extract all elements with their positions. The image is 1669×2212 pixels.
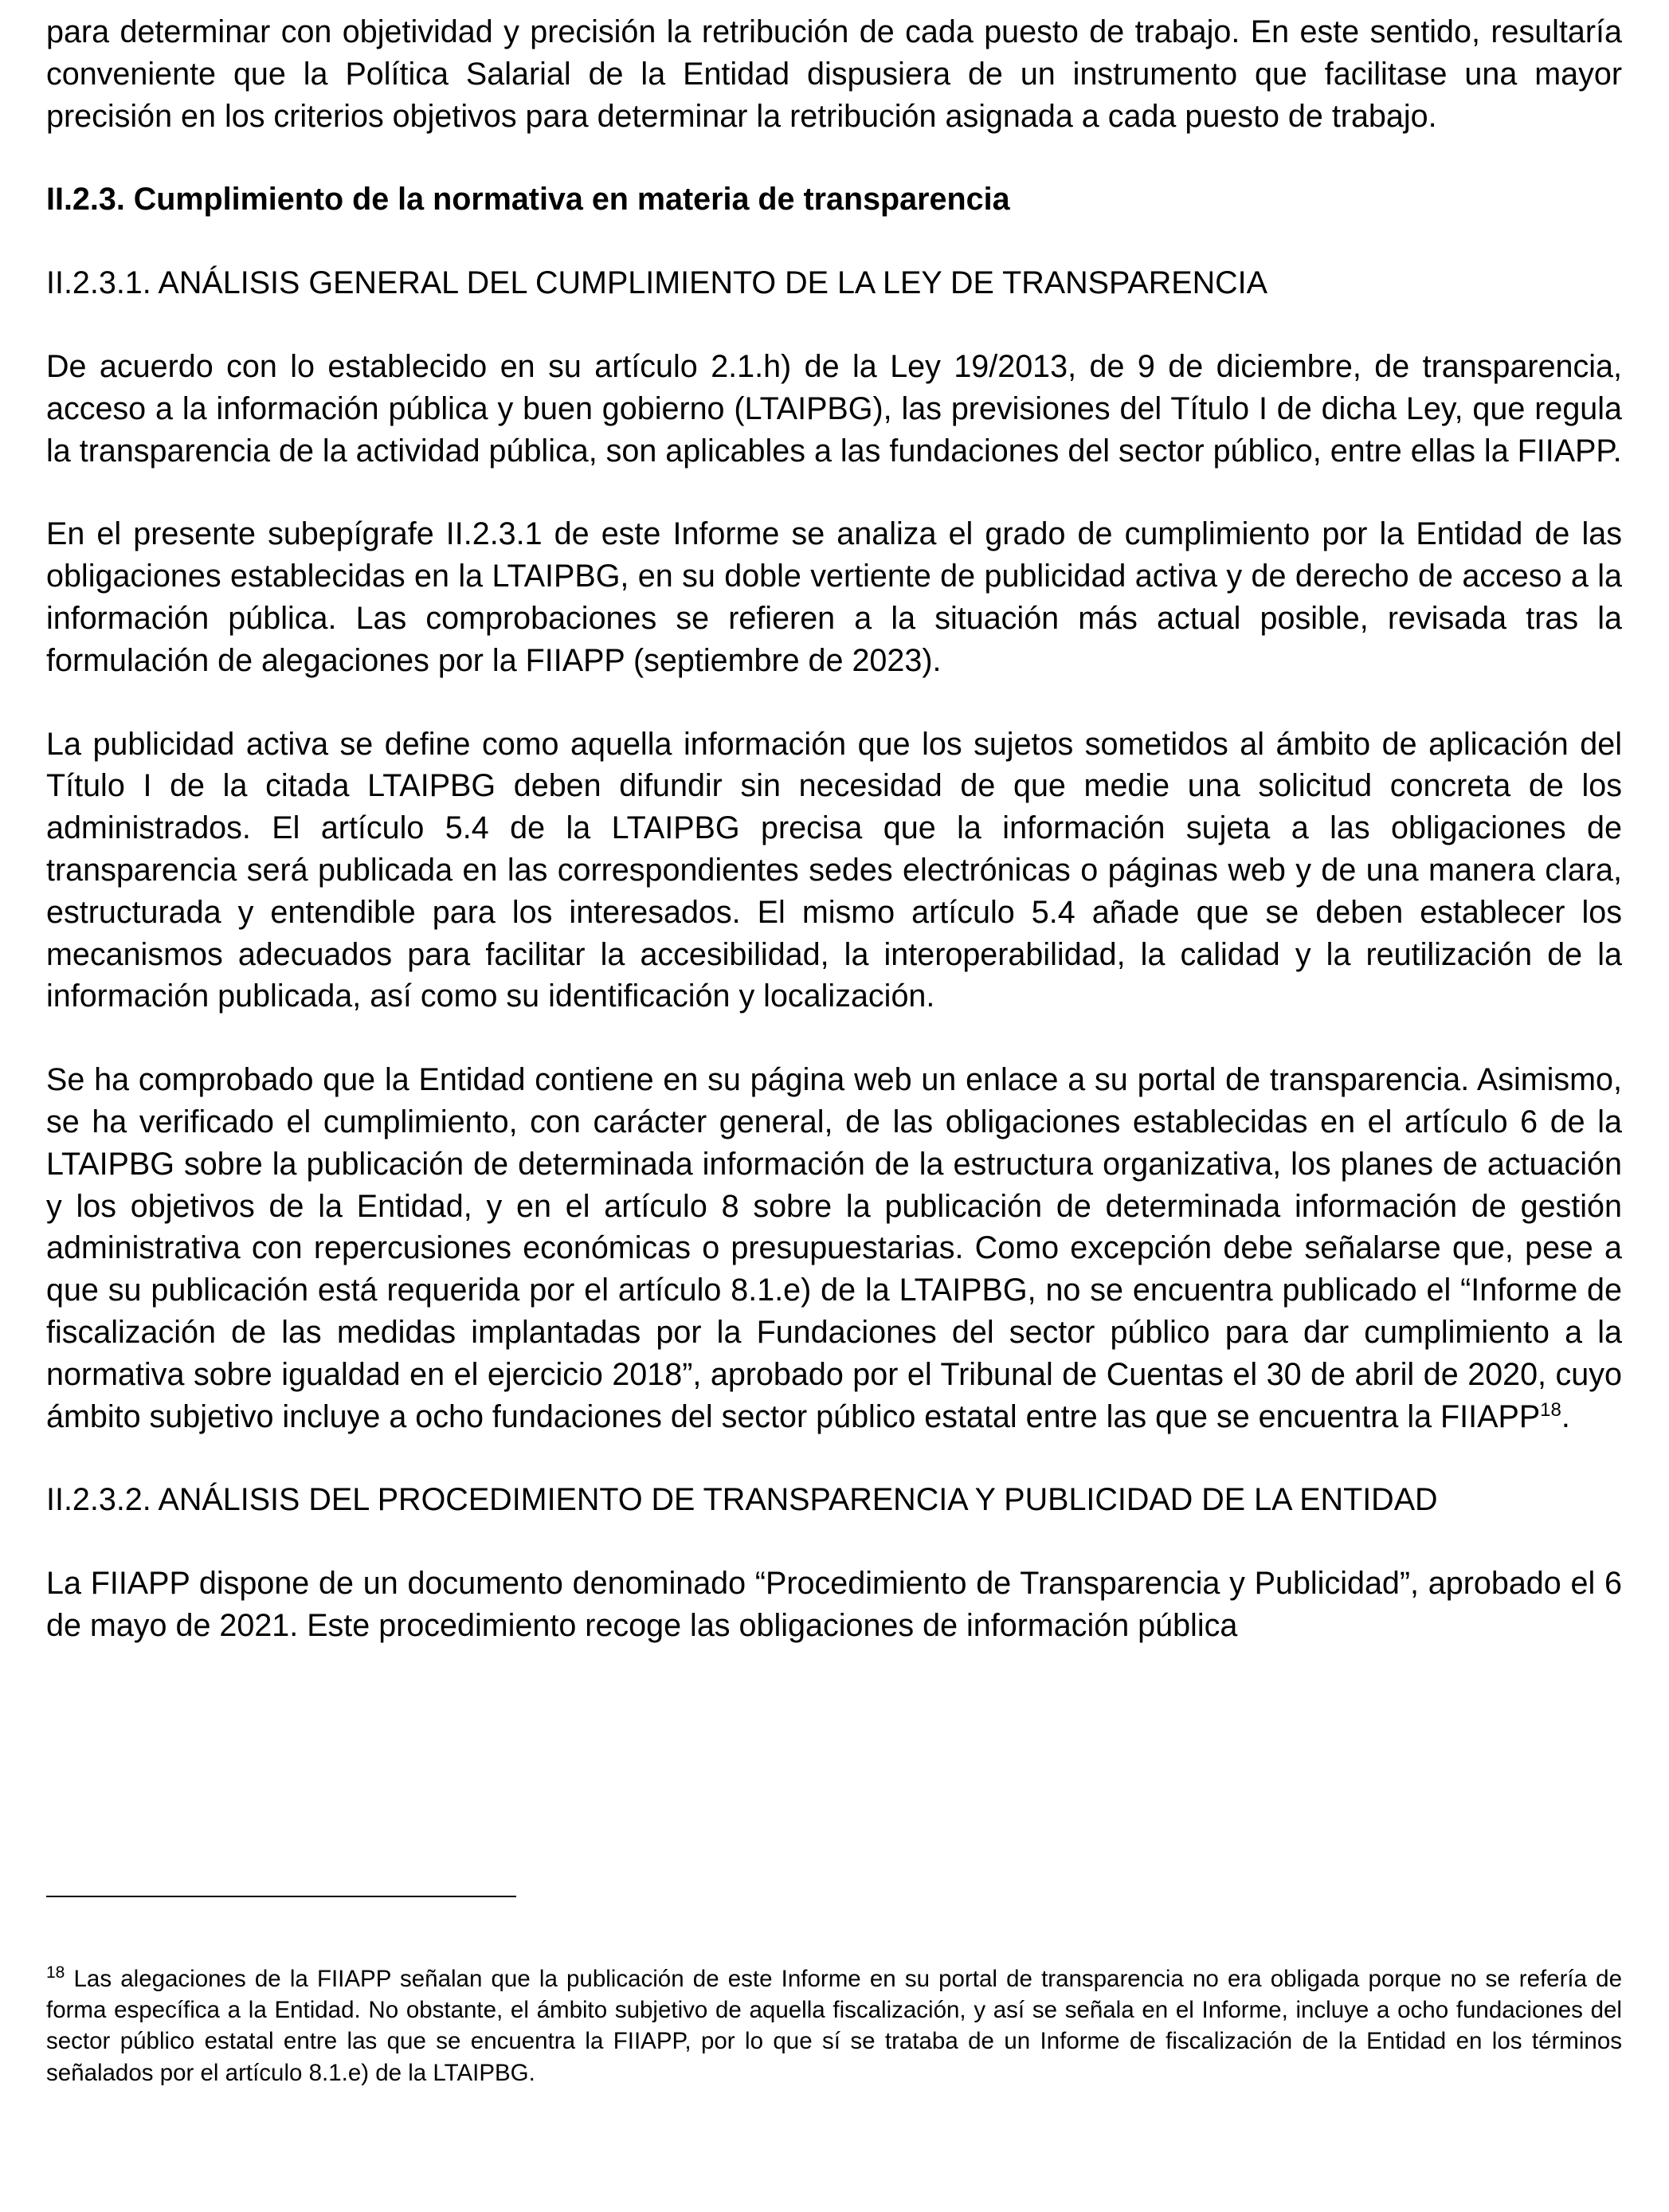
subsection-heading-2: II.2.3.2. ANÁLISIS DEL PROCEDIMIENTO DE TRANSPARENCIA Y PUBLICIDAD DE LA ENTIDAD bbox=[46, 1482, 1438, 1518]
footnote-number: 18 bbox=[46, 1963, 65, 1983]
paragraph-1: De acuerdo con lo establecido en su artículo 2.1.h) de la Ley 19/2013, de 9 de diciembre, de transparencia, acceso a la información pública y buen gobierno (LTAIPBG), las previsiones del Título I de dicha Ley, que regula la transparencia de la actividad pública, son aplicables a las fundaciones del sector público, entre ellas la FIIAPP. bbox=[46, 348, 1622, 469]
paragraph-4-text: Se ha comprobado que la Entidad contiene en su página web un enlace a su portal de transparencia. Asimismo, se ha verificado el cumplimiento, con carácter general, de las obligaciones establecidas en el artículo 6 de la LTAIPBG sobre la publicación de determinada información de la estructura organizativa, los planes de actuación y los objetivos de la Entidad, y en el artículo 8 sobre la publicación de determinada información de gestión administrativa con repercusiones económicas o presupuestarias. Como excepción debe señalarse que, pese a que su publicación está requerida por el artículo 8.1.e) de la LTAIPBG, no se encuentra publicado el “Informe de fiscalización de las medidas implantadas por la Fundaciones del sector público para dar cumplimiento a la normativa sobre igualdad en el ejercicio 2018”, aprobado por el Tribunal de Cuentas el 30 de abril de 2020, cuyo ámbito subjetivo incluye a ocho fundaciones del sector público estatal entre las que se encuentra la FIIAPP bbox=[46, 1062, 1622, 1434]
document-body bbox=[46, 11, 1622, 1647]
subsection-heading-1: II.2.3.1. ANÁLISIS GENERAL DEL CUMPLIMIENTO DE LA LEY DE TRANSPARENCIA bbox=[46, 265, 1267, 301]
footnote bbox=[46, 1963, 1622, 2088]
paragraph-4-end: . bbox=[1561, 1398, 1570, 1434]
paragraph-4 bbox=[46, 1059, 1622, 1437]
footnote-reference[interactable]: 18 bbox=[1540, 1398, 1561, 1421]
paragraph-2: En el presente subepígrafe II.2.3.1 de este Informe se analiza el grado de cumplimiento por la Entidad de las obligaciones establecidas en la LTAIPBG, en su doble vertiente de publicidad activa y de derecho de acceso a la información pública. Las comprobaciones se refieren a la situación más actual posible, revisada tras la formulación de alegaciones por la FIIAPP (septiembre de 2023). bbox=[46, 516, 1622, 678]
paragraph-5: La FIIAPP dispone de un documento denominado “Procedimiento de Transparencia y Publicidad”, aprobado el 6 de mayo de 2021. Este procedimiento recoge las obligaciones de información pública bbox=[46, 1566, 1622, 1643]
footnote-text: Las alegaciones de la FIIAPP señalan que la publicación de este Informe en su portal de transparencia no era obligada porque no se refería de forma específica a la Entidad. No obstante, el ámbito subjetivo de aquella fiscalización, y así se señala en el Informe, incluye a ocho fundaciones del sector público estatal entre las que se encuentra la FIIAPP, por lo que sí se trataba de un Informe de fiscalización de la Entidad en los términos señalados por el artículo 8.1.e) de la LTAIPBG. bbox=[46, 1966, 1622, 2086]
section-heading: II.2.3. Cumplimiento de la normativa en materia de transparencia bbox=[46, 182, 1010, 218]
paragraph-intro: para determinar con objetividad y precisión la retribución de cada puesto de trabajo. En este sentido, resultaría conveniente que la Política Salarial de la Entidad dispusiera de un instrumento que facilitase una mayor precisión en los criterios objetivos para determinar la retribución asignada a cada puesto de trabajo. bbox=[46, 14, 1622, 134]
paragraph-3: La publicidad activa se define como aquella información que los sujetos sometidos al ámbito de aplicación del Título I de la citada LTAIPBG deben difundir sin necesidad de que medie una solicitud concreta de los administrados. El artículo 5.4 de la LTAIPBG precisa que la información sujeta a las obligaciones de transparencia será publicada en las correspondientes sedes electrónicas o páginas web y de una manera clara, estructurada y entendible para los interesados. El mismo artículo 5.4 añade que se deben establecer los mecanismos adecuados para facilitar la accesibilidad, la interoperabilidad, la calidad y la reutilización de la información publicada, así como su identificación y localización. bbox=[46, 726, 1622, 1014]
footnote-separator bbox=[46, 1896, 516, 1897]
